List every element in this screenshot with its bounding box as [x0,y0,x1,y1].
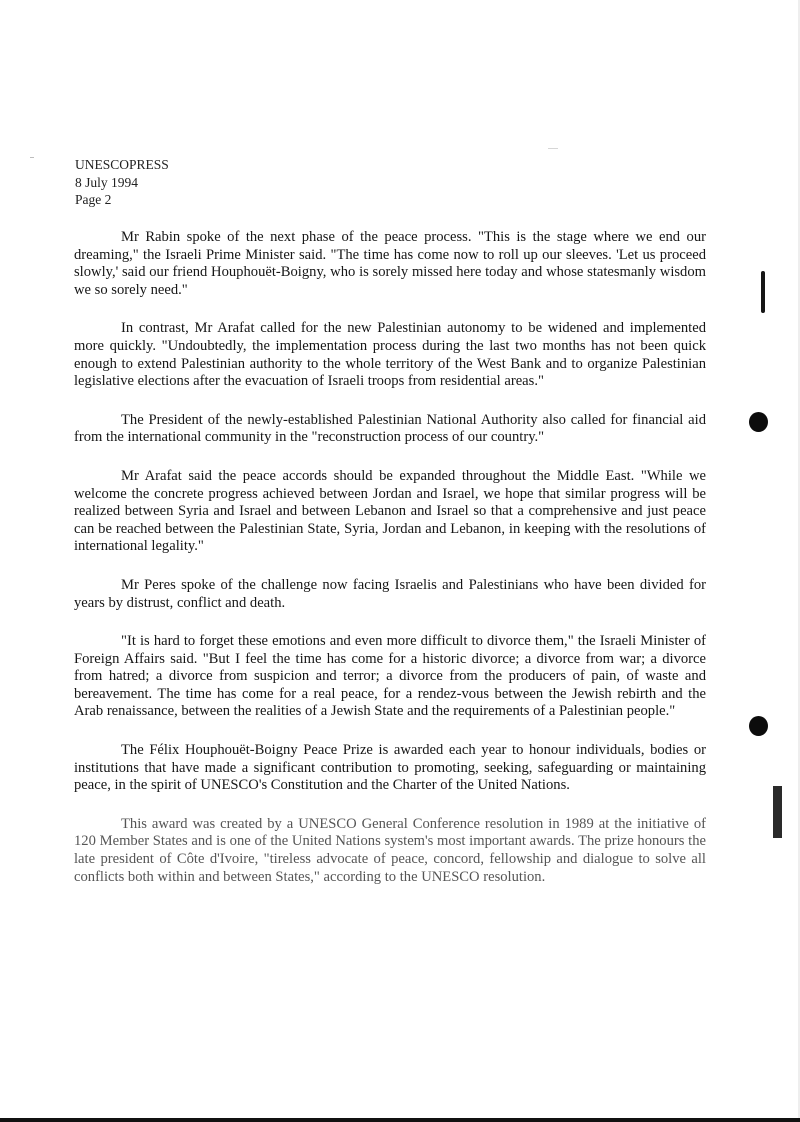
press-release-body [74,229,706,907]
scan-speck [548,148,558,149]
paragraph-arafat-autonomy: In contrast, Mr Arafat called for the new Palestinian autonomy to be widened and implemented more quickly. "Undoubtedly, the implementation process during the last two months has not been quick enough to extend Palestinian authority to the whole territory of the West Bank and to organize Palestinian legislative elections after the evacuation of Israeli troops from residential areas." [74,320,706,390]
document-header [75,156,169,209]
binder-hole-bottom [749,716,768,736]
paragraph-award-history: This award was created by a UNESCO General Conference resolution in 1989 at the initiative of 120 Member States and is one of the United Nations system's most important awards. The prize honours the late president of Côte d'Ivoire, "tireless advocate of peace, concord, fellowship and dialogue to solve all conflicts both within and between States," according to the UNESCO resolution. [74,815,706,885]
paragraph-financial-aid: The President of the newly-established Palestinian National Authority also called for financial aid from the international community in the "reconstruction process of our country." [74,411,706,446]
paragraph-peres-quote: "It is hard to forget these emotions and even more difficult to divorce them," the Israeli Minister of Foreign Affairs said. "But I feel the time has come for a historic divorce; a divorce from war; a divorce from hatred; a divorce from suspicion and terror; a divorce from the producers of pain, of waste and bereavement. The time has come for a real peace, for a rendez-vous between the Jewish rebirth and the Arab renaissance, between the realities of a Jewish State and the requirements of a Palestinian people." [74,633,706,720]
margin-mark-bottom [773,786,782,838]
paragraph-middle-east: Mr Arafat said the peace accords should be expanded throughout the Middle East. "While we welcome the concrete progress achieved between Jordan and Israel, we hope that similar progress will be realized between Syria and Israel and between Lebanon and Israel so that a comprehensive and just peace can be reached between the Palestinian State, Syria, Jordan and Lebanon, in keeping with the resolutions of international legality." [74,467,706,555]
page-edge-bottom [0,1118,800,1122]
margin-mark-top [761,271,765,313]
header-date: 8 July 1994 [75,174,139,190]
paragraph-prize-description: The Félix Houphouët-Boigny Peace Prize is awarded each year to honour individuals, bodies or institutions that have made a significant contribution to promoting, seeking, safeguarding or maintaining peace, in the spirit of UNESCO's Constitution and the Charter of the United Nations. [74,742,706,794]
binder-hole-top [749,412,768,432]
header-page-number: Page 2 [75,192,112,207]
header-organization: UNESCOPRESS [75,157,169,172]
paragraph-rabin: Mr Rabin spoke of the next phase of the peace process. "This is the stage where we end our dreaming," the Israeli Prime Minister said. "The time has come now to roll up our sleeves. 'Let us proceed slowly,' said our friend Houphouët-Boigny, who is sorely missed here today and whose statesmanly wisdom we so sorely need." [74,229,706,298]
scan-speck [30,157,34,158]
paragraph-peres: Mr Peres spoke of the challenge now facing Israelis and Palestinians who have been divided for years by distrust, conflict and death. [74,576,706,611]
